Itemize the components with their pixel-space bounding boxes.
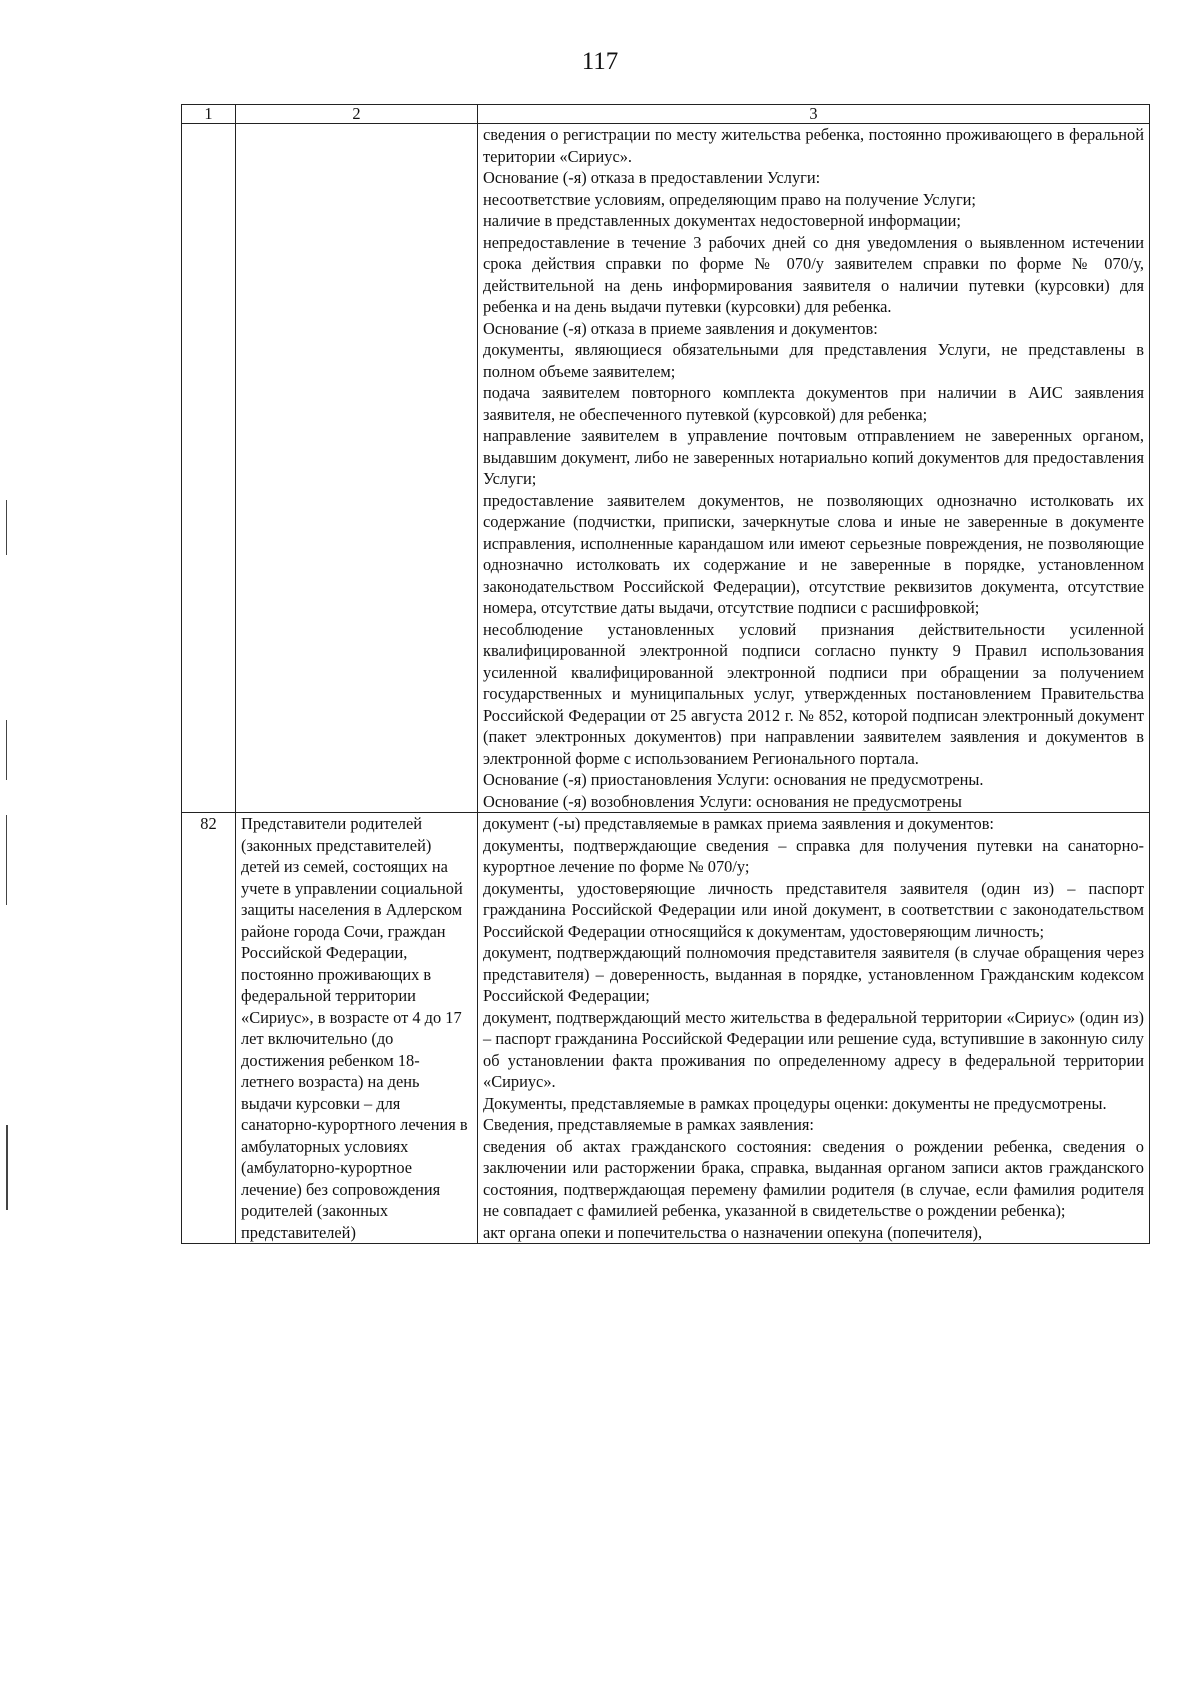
paragraph: документы, удостоверяющие личность представителя заявителя (один из) – паспорт гражданина Российской Федерации или иной документ, в соответствии с законодательством Российской Федерации относящийся к документам, удостоверяющим личность; <box>483 878 1144 941</box>
paragraph: сведения о регистрации по месту жительства ребенка, постоянно проживающего в феральной територии «Сириус». <box>483 125 1144 166</box>
details-cell <box>478 124 1150 813</box>
paragraph: Представители родителей (законных представителей) детей из семей, состоящих на учете в управлении социальной защиты населения в Адлерском районе города Сочи, граждан Российской Федерации, постоянно проживающих в федеральной территории «Сириус», в возрасте от 4 до 17 лет включительно (до достижения ребенком 18-летнего возраста) на день выдачи курсовки – для санаторно-курортного лечения в амбулаторных условиях (амбулаторно-курортное лечение) без сопровождения родителей (законных представителей) <box>241 814 468 1242</box>
paragraph: документ (-ы) представляемые в рамках приема заявления и документов: <box>483 814 994 833</box>
applicants-cell <box>236 124 478 813</box>
paragraph: Основание (-я) приостановления Услуги: основания не предусмотрены. <box>483 770 984 789</box>
paragraph: непредоставление в течение 3 рабочих дней со дня уведомления о выявленном истечении срока действия справки по форме № 070/у заявителем справки по форме № 070/у, действительной на день информирования заявителя о наличии путевки (курсовки) для ребенка и на день выдачи путевки (курсовки) для ребенка. <box>483 232 1144 316</box>
page-number: 117 <box>581 48 619 75</box>
table-header-row <box>182 105 1150 124</box>
table-row <box>182 124 1150 813</box>
paragraph: Сведения, представляемые в рамках заявления: <box>483 1115 814 1134</box>
paragraph: направление заявителем в управление почтовым отправлением не заверенных органом, выдавшим документ, либо не заверенных нотариально копий документов для предоставления Услуги; <box>483 426 1144 488</box>
scan-artifact-1 <box>6 500 7 555</box>
scan-artifact-4 <box>6 1125 8 1210</box>
paragraph: Основание (-я) отказа в приеме заявления и документов: <box>483 318 878 338</box>
paragraph: Основание (-я) отказа в предоставлении Услуги: <box>483 168 821 187</box>
paragraph: наличие в представленных документах недостоверной информации; <box>483 211 961 230</box>
header-col-2: 2 <box>236 105 478 124</box>
paragraph: акт органа опеки и попечительства о назначении опекуна (попечителя), <box>483 1222 983 1242</box>
details-cell <box>478 813 1150 1244</box>
paragraph: подача заявителем повторного комплекта документов при наличии в АИС заявления заявителя, не обеспеченного путевкой (курсовкой) для ребенка; <box>483 383 1144 424</box>
paragraph: несоответствие условиям, определяющим право на получение Услуги; <box>483 189 976 209</box>
paragraph: документы, подтверждающие сведения – справка для получения путевки на санаторно-курортное лечение по форме № 070/у; <box>483 835 1144 876</box>
paragraph: сведения об актах гражданского состояния: сведения о рождении ребенка, сведения о заключении или расторжении брака, справка, выданная органом записи актов гражданского состояния, подтверждающая перемену фамилии родителя (в случае, если фамилия родителя не совпадает с фамилией ребенка, указанной в свидетельстве о рождении ребенка); <box>483 1136 1144 1220</box>
paragraph: документы, являющиеся обязательными для представления Услуги, не представлены в полном объеме заявителем; <box>483 340 1144 381</box>
services-table <box>181 104 1150 1244</box>
paragraph: документ, подтверждающий полномочия представителя заявителя (в случае обращения через представителя) – доверенность, выданная в порядке, установленном Гражданским кодексом Российской Федерации; <box>483 943 1144 1005</box>
row-number: 82 <box>182 813 236 1244</box>
paragraph: предоставление заявителем документов, не позволяющих однозначно истолковать их содержание (подчистки, приписки, зачеркнутые слова и иные не заверенные в документе исправления, исполненные карандашом или имеют серьезные повреждения, не позволяющие однозначно истолковать их содержание и не заверенные в порядке, установленном законодательством Российской Федерации), отсутствие реквизитов документа, отсутствие номера, отсутствие даты выдачи, отсутствие подписи с расшифровкой; <box>483 490 1144 617</box>
applicants-cell <box>236 813 478 1244</box>
scan-artifact-3 <box>6 815 7 905</box>
header-col-3: 3 <box>478 105 1150 124</box>
row-number <box>182 124 236 813</box>
paragraph: Основание (-я) возобновления Услуги: основания не предусмотрены <box>483 791 962 811</box>
paragraph: документ, подтверждающий место жительства в федеральной территории «Сириус» (один из) – паспорт гражданина Российской Федерации или решение суда, вступившие в законную силу об установлении факта проживания по определенному адресу в федеральной территории «Сириус». <box>483 1007 1144 1091</box>
paragraph: несоблюдение установленных условий признания действительности усиленной квалифицированной электронной подписи согласно пункту 9 Правил использования усиленной квалифицированной электронной подписи при обращении за получением государственных и муниципальных услуг, утвержденных постановлением Правительства Российской Федерации от 25 августа 2012 г. № 852, которой подписан электронный документ (пакет электронных документов) при направлении заявителем заявления и документов в электронной форме с использованием Регионального портала. <box>483 619 1144 768</box>
table-row <box>182 813 1150 1244</box>
scan-artifact-2 <box>6 720 7 780</box>
paragraph: Документы, представляемые в рамках процедуры оценки: документы не предусмотрены. <box>483 1093 1107 1113</box>
header-col-1: 1 <box>182 105 236 124</box>
